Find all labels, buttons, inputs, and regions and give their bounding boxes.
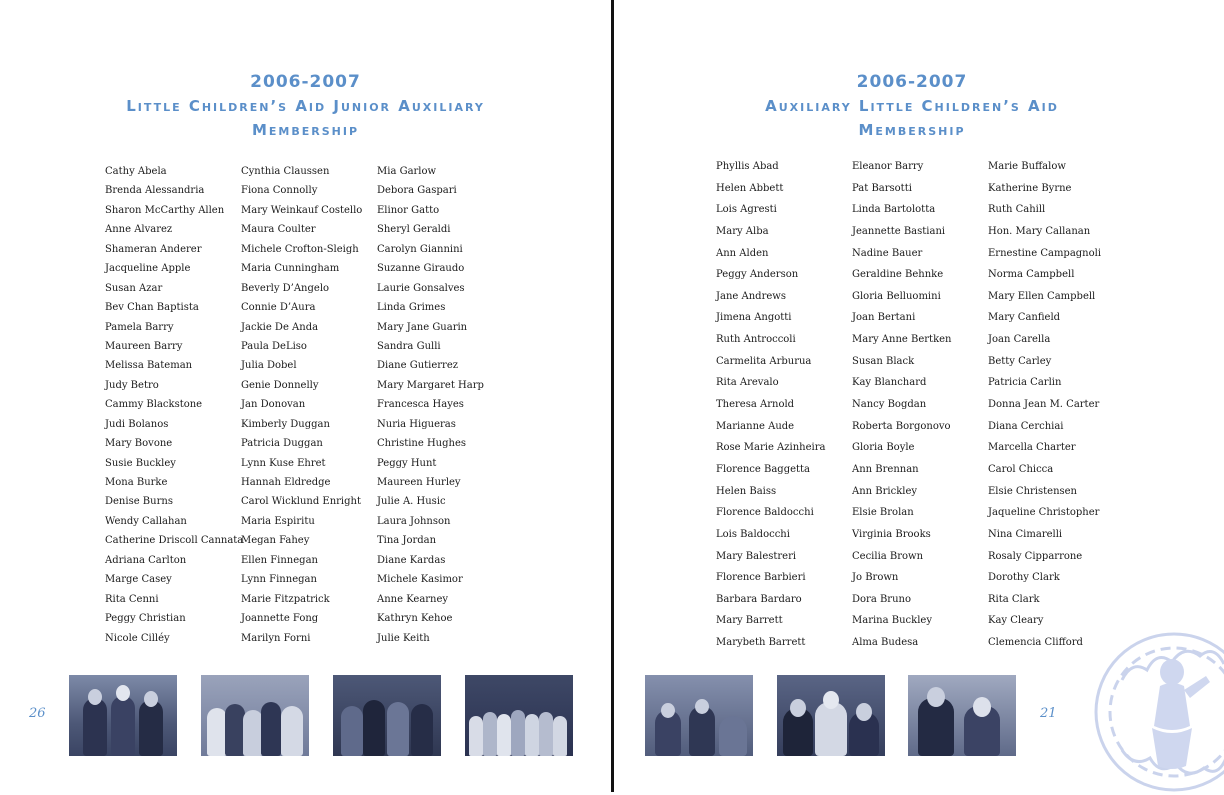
member-name: Marianne Aude — [716, 420, 795, 432]
group-photo-6 — [777, 675, 885, 756]
member-name: Sheryl Geraldi — [377, 224, 451, 236]
member-name: Clemencia Clifford — [988, 637, 1083, 649]
member-name: Mary Anne Bertken — [852, 334, 952, 346]
member-name: Florence Baggetta — [716, 463, 811, 475]
member-name: Debora Gaspari — [377, 185, 457, 197]
member-name: Florence Barbieri — [716, 572, 806, 584]
member-name: Carolyn Giannini — [377, 243, 463, 255]
member-name: Marge Casey — [105, 574, 172, 586]
member-name: Jo Brown — [852, 572, 899, 584]
member-name: Barbara Bardaro — [716, 593, 802, 605]
member-name: Mary Balestreri — [716, 550, 797, 562]
member-name: Ernestine Campagnoli — [988, 247, 1102, 259]
right-heading-title: Auxiliary Little Children’s Aid — [765, 97, 1059, 115]
member-name: Diane Kardas — [377, 554, 446, 566]
member-name: Jan Donovan — [241, 399, 306, 411]
member-name: Ann Brennan — [852, 463, 919, 475]
member-name: Megan Fahey — [241, 535, 310, 547]
member-name: Susan Black — [852, 355, 915, 367]
member-name: Elsie Brolan — [852, 507, 914, 519]
member-name: Marcella Charter — [988, 442, 1076, 454]
member-name: Nancy Bogdan — [852, 399, 927, 411]
member-name: Michele Crofton-Sleigh — [241, 243, 359, 255]
member-name: Lynn Finnegan — [241, 574, 317, 586]
group-photo-3 — [333, 675, 441, 756]
member-name: Mona Burke — [105, 477, 168, 488]
group-photo-1 — [69, 675, 177, 756]
member-name: Kimberly Duggan — [241, 418, 330, 430]
member-name: Nicole Cilléy — [105, 632, 170, 644]
left-heading-year: 2006-2007 — [250, 72, 361, 92]
left-page — [0, 0, 611, 792]
member-name: Alma Budesa — [852, 637, 919, 649]
member-name: Florence Baldocchi — [716, 507, 814, 519]
member-name: Linda Grimes — [377, 302, 446, 314]
member-name: Diane Gutierrez — [377, 360, 459, 372]
left-heading-title: Little Children’s Aid Junior Auxiliary — [126, 97, 485, 115]
member-name: Cecilia Brown — [852, 550, 924, 562]
member-name: Mary Barrett — [716, 615, 783, 627]
member-name: Marie Buffalow — [988, 161, 1066, 172]
member-name: Maria Cunningham — [241, 263, 340, 275]
member-name: Anne Kearney — [377, 593, 449, 605]
right-member-column-3 — [988, 156, 1101, 654]
left-heading-subtitle: Membership — [251, 121, 360, 139]
member-name: Rosaly Cipparrone — [988, 550, 1083, 562]
member-name: Denise Burns — [105, 496, 173, 508]
right-page — [614, 0, 1224, 792]
left-member-column-2 — [241, 162, 362, 648]
member-name: Rita Arevalo — [716, 377, 779, 389]
member-name: Sandra Gulli — [377, 340, 441, 352]
right-member-column-1 — [716, 156, 825, 654]
member-name: Kathryn Kehoe — [377, 613, 453, 625]
member-name: Peggy Hunt — [377, 457, 437, 469]
member-name: Katherine Byrne — [988, 182, 1072, 194]
member-name: Nuria Higueras — [377, 418, 456, 430]
member-name: Susie Buckley — [105, 457, 176, 469]
group-photo-7 — [908, 675, 1016, 756]
member-name: Gloria Boyle — [852, 442, 915, 454]
member-name: Michele Kasimor — [377, 574, 463, 586]
member-name: Peggy Christian — [105, 613, 186, 625]
member-name: Marilyn Forni — [241, 632, 311, 644]
member-name: Genie Donnelly — [241, 379, 319, 391]
member-name: Theresa Arnold — [716, 399, 795, 411]
group-photo-5 — [645, 675, 753, 756]
member-name: Cynthia Claussen — [241, 166, 330, 177]
member-name: Jacqueline Apple — [105, 263, 191, 275]
member-name: Pamela Barry — [105, 321, 174, 333]
right-heading-subtitle: Membership — [858, 121, 966, 139]
member-name: Tina Jordan — [377, 535, 437, 547]
member-name: Judi Bolanos — [105, 418, 169, 430]
member-name: Peggy Anderson — [716, 269, 799, 281]
member-name: Phyllis Abad — [716, 161, 779, 172]
member-name: Judy Betro — [105, 379, 159, 391]
member-name: Maureen Hurley — [377, 477, 461, 488]
member-name: Marina Buckley — [852, 615, 932, 627]
member-name: Mary Weinkauf Costello — [241, 204, 363, 216]
member-name: Dora Bruno — [852, 593, 911, 605]
member-name: Adriana Carlton — [105, 554, 187, 566]
member-name: Ann Alden — [716, 247, 769, 259]
member-name: Elsie Christensen — [988, 485, 1077, 497]
member-name: Nadine Bauer — [852, 247, 923, 259]
member-name: Beverly D’Angelo — [241, 282, 330, 294]
member-name: Mary Ellen Campbell — [988, 290, 1096, 302]
member-name: Pat Barsotti — [852, 182, 912, 194]
left-page-number: 26 — [29, 706, 46, 721]
member-name: Kay Blanchard — [852, 377, 927, 389]
left-member-column-1 — [105, 162, 243, 648]
member-name: Virginia Brooks — [852, 528, 931, 540]
member-name: Bev Chan Baptista — [105, 302, 199, 314]
member-name: Joan Carella — [988, 334, 1051, 346]
member-name: Hon. Mary Callanan — [988, 225, 1091, 237]
member-name: Donna Jean M. Carter — [988, 399, 1100, 411]
right-page-number: 21 — [1040, 706, 1057, 721]
member-name: Cathy Abela — [105, 166, 167, 177]
member-name: Norma Campbell — [988, 269, 1075, 281]
member-name: Jimena Angotti — [716, 312, 792, 324]
member-name: Kay Cleary — [988, 615, 1044, 627]
member-name: Sharon McCarthy Allen — [105, 204, 225, 216]
member-name: Jane Andrews — [716, 290, 786, 302]
member-name: Maureen Barry — [105, 340, 183, 352]
member-name: Laurie Gonsalves — [377, 282, 465, 294]
member-name: Mary Margaret Harp — [377, 379, 484, 391]
member-name: Susan Azar — [105, 282, 163, 294]
member-name: Rita Clark — [988, 593, 1040, 605]
member-name: Cammy Blackstone — [105, 399, 203, 411]
member-name: Diana Cerchiai — [988, 420, 1064, 432]
member-name: Carol Chicca — [988, 463, 1054, 475]
member-name: Rose Marie Azinheira — [716, 442, 826, 454]
group-photo-4 — [465, 675, 573, 756]
member-name: Marybeth Barrett — [716, 637, 806, 649]
member-name: Fiona Connolly — [241, 185, 318, 197]
member-name: Laura Johnson — [377, 515, 451, 527]
member-name: Mary Canfield — [988, 312, 1061, 324]
left-member-column-3 — [377, 162, 484, 648]
member-name: Ruth Cahill — [988, 204, 1046, 216]
member-name: Suzanne Giraudo — [377, 263, 465, 275]
member-name: Marie Fitzpatrick — [241, 593, 330, 605]
member-name: Geraldine Behnke — [852, 269, 944, 281]
member-name: Elinor Gatto — [377, 204, 440, 216]
member-name: Maria Espiritu — [241, 515, 315, 527]
member-name: Betty Carley — [988, 355, 1052, 367]
member-name: Wendy Callahan — [105, 515, 187, 527]
member-name: Eleanor Barry — [852, 161, 924, 172]
member-name: Jeannette Bastiani — [852, 225, 946, 237]
member-name: Joannette Fong — [241, 613, 319, 625]
member-name: Linda Bartolotta — [852, 204, 936, 216]
member-name: Helen Abbett — [716, 182, 784, 194]
member-name: Julia Dobel — [241, 360, 297, 372]
member-name: Christine Hughes — [377, 438, 467, 450]
member-name: Lois Baldocchi — [716, 528, 790, 540]
member-name: Catherine Driscoll Cannata — [105, 535, 244, 547]
member-name: Helen Baiss — [716, 485, 777, 497]
member-name: Carmelita Arburua — [716, 355, 812, 367]
member-name: Carol Wicklund Enright — [241, 496, 361, 508]
member-name: Patricia Duggan — [241, 438, 323, 450]
seal-watermark-icon — [1082, 620, 1224, 795]
member-name: Jackie De Anda — [241, 321, 319, 333]
member-name: Jaqueline Christopher — [988, 507, 1100, 519]
member-name: Melissa Bateman — [105, 360, 193, 372]
right-heading-year: 2006-2007 — [856, 72, 968, 92]
member-name: Ann Brickley — [852, 485, 918, 497]
member-name: Mary Jane Guarin — [377, 321, 468, 333]
member-name: Francesca Hayes — [377, 399, 464, 411]
member-name: Patricia Carlin — [988, 377, 1062, 389]
member-name: Mary Bovone — [105, 438, 173, 450]
member-name: Lynn Kuse Ehret — [241, 457, 326, 469]
member-name: Maura Coulter — [241, 224, 316, 236]
member-name: Dorothy Clark — [988, 572, 1060, 584]
member-name: Mia Garlow — [377, 166, 437, 177]
member-name: Nina Cimarelli — [988, 528, 1063, 540]
member-name: Ruth Antroccoli — [716, 334, 796, 346]
member-name: Joan Bertani — [852, 312, 916, 324]
member-name: Rita Cenni — [105, 593, 159, 605]
member-name: Julie Keith — [377, 632, 430, 644]
member-name: Connie D’Aura — [241, 302, 316, 314]
member-name: Paula DeLiso — [241, 340, 307, 352]
right-page-heading — [614, 70, 1210, 142]
right-member-column-2 — [852, 156, 952, 654]
member-name: Shameran Anderer — [105, 243, 202, 255]
group-photo-2 — [201, 675, 309, 756]
member-name: Anne Alvarez — [105, 224, 173, 236]
member-name: Ellen Finnegan — [241, 554, 318, 566]
member-name: Mary Alba — [716, 225, 769, 237]
member-name: Gloria Belluomini — [852, 290, 941, 302]
member-name: Brenda Alessandria — [105, 185, 205, 197]
member-name: Julie A. Husic — [377, 496, 446, 508]
member-name: Hannah Eldredge — [241, 477, 331, 488]
member-name: Roberta Borgonovo — [852, 420, 951, 432]
left-page-heading — [0, 70, 611, 142]
member-name: Lois Agresti — [716, 204, 777, 216]
